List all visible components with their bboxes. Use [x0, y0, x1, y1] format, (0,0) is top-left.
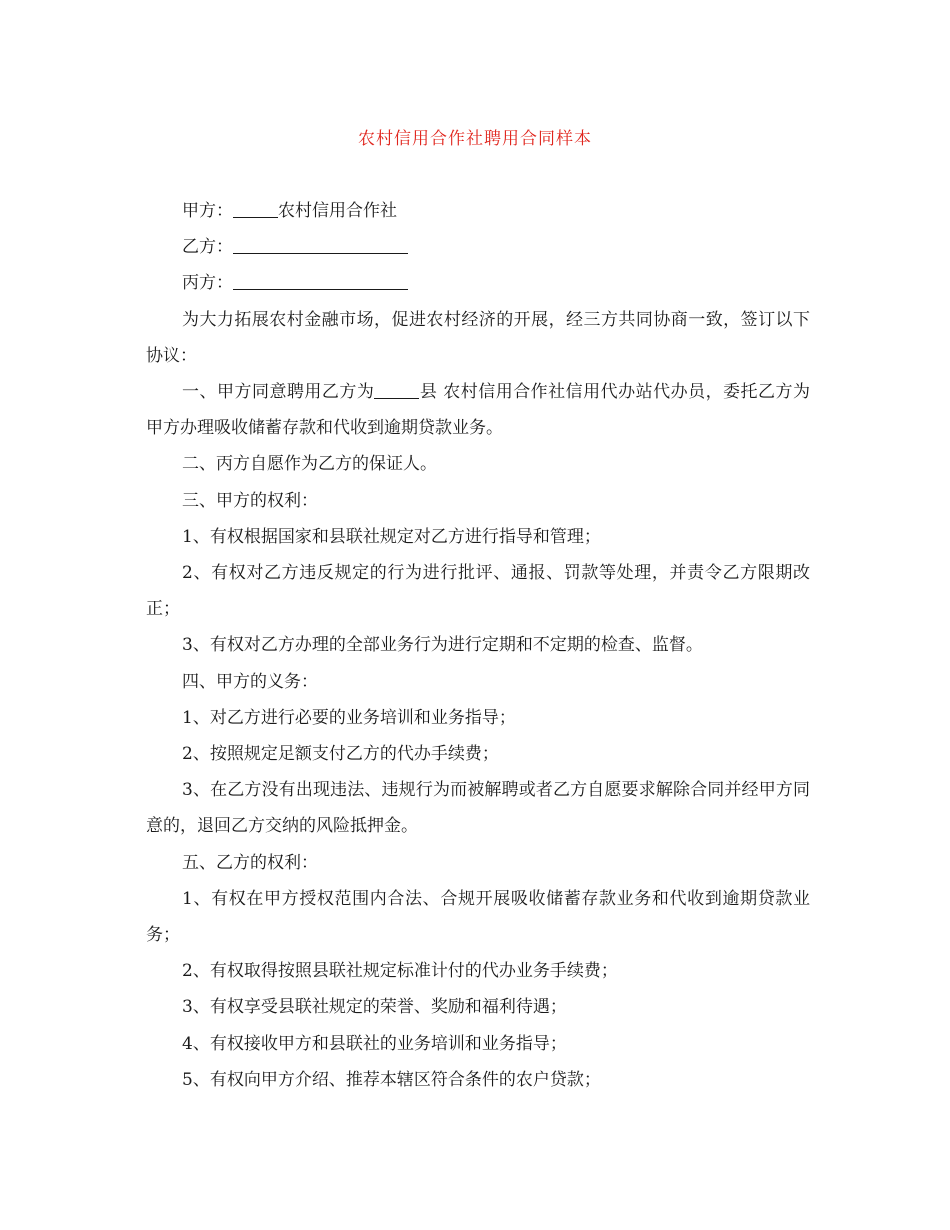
paragraph: 2、有权对乙方违反规定的行为进行批评、通报、罚款等处理，并责令乙方限期改正； — [146, 563, 810, 620]
paragraph: 5、有权向甲方介绍、推荐本辖区符合条件的农户贷款； — [182, 1069, 601, 1090]
paragraph: 4、有权接收甲方和县联社的业务培训和业务指导； — [182, 1033, 567, 1054]
party-b-blank — [233, 237, 408, 254]
document-body — [146, 193, 810, 1098]
intro-paragraph: 为大力拓展农村金融市场，促进农村经济的开展，经三方共同协商一致，签订以下协议： — [146, 309, 810, 366]
party-c-blank — [233, 273, 408, 290]
paragraph: 1、对乙方进行必要的业务培训和业务指导； — [182, 707, 516, 728]
paragraph: 2、有权取得按照县联社规定标准计付的代办业务手续费； — [182, 961, 618, 982]
party-c-label: 丙方： — [182, 273, 233, 294]
paragraph: 3、有权享受县联社规定的荣誉、奖励和福利待遇； — [182, 997, 567, 1018]
section-heading: 四、甲方的义务： — [182, 671, 318, 692]
clause-1 — [146, 374, 810, 446]
county-blank — [374, 382, 419, 399]
paragraph: 1、有权根据国家和县联社规定对乙方进行指导和管理； — [182, 526, 601, 547]
party-b-line — [146, 229, 810, 265]
party-a-blank — [233, 201, 278, 218]
party-a-line — [146, 193, 810, 229]
party-c-line — [146, 265, 810, 301]
clause-1-before: 一、甲方同意聘用乙方为 — [182, 382, 375, 403]
party-a-label: 甲方： — [182, 201, 233, 221]
section-heading: 五、乙方的权利： — [182, 852, 318, 873]
party-a-suffix: 农村信用合作社 — [278, 201, 397, 221]
paragraph: 3、在乙方没有出现违法、违规行为而被解聘或者乙方自愿要求解除合同并经甲方同意的，退回乙方交纳的风险抵押金。 — [146, 780, 810, 837]
party-b-label: 乙方： — [182, 237, 233, 258]
paragraph: 1、有权在甲方授权范围内合法、合规开展吸收储蓄存款业务和代收到逾期贷款业务； — [146, 888, 810, 946]
paragraph: 3、有权对乙方办理的全部业务行为进行定期和不定期的检查、监督。 — [182, 635, 703, 656]
clause-1-after: 县 农村信用合作社信用代办站代办员，委托乙方为甲方办理吸收储蓄存款和代收到逾期贷款业务。 — [146, 382, 811, 439]
document-title: 农村信用合作社聘用合同样本 — [358, 129, 592, 149]
section-heading: 三、甲方的权利： — [182, 490, 318, 511]
paragraph: 2、按照规定足额支付乙方的代办手续费； — [182, 744, 499, 765]
paragraph: 二、丙方自愿作为乙方的保证人。 — [182, 454, 437, 475]
